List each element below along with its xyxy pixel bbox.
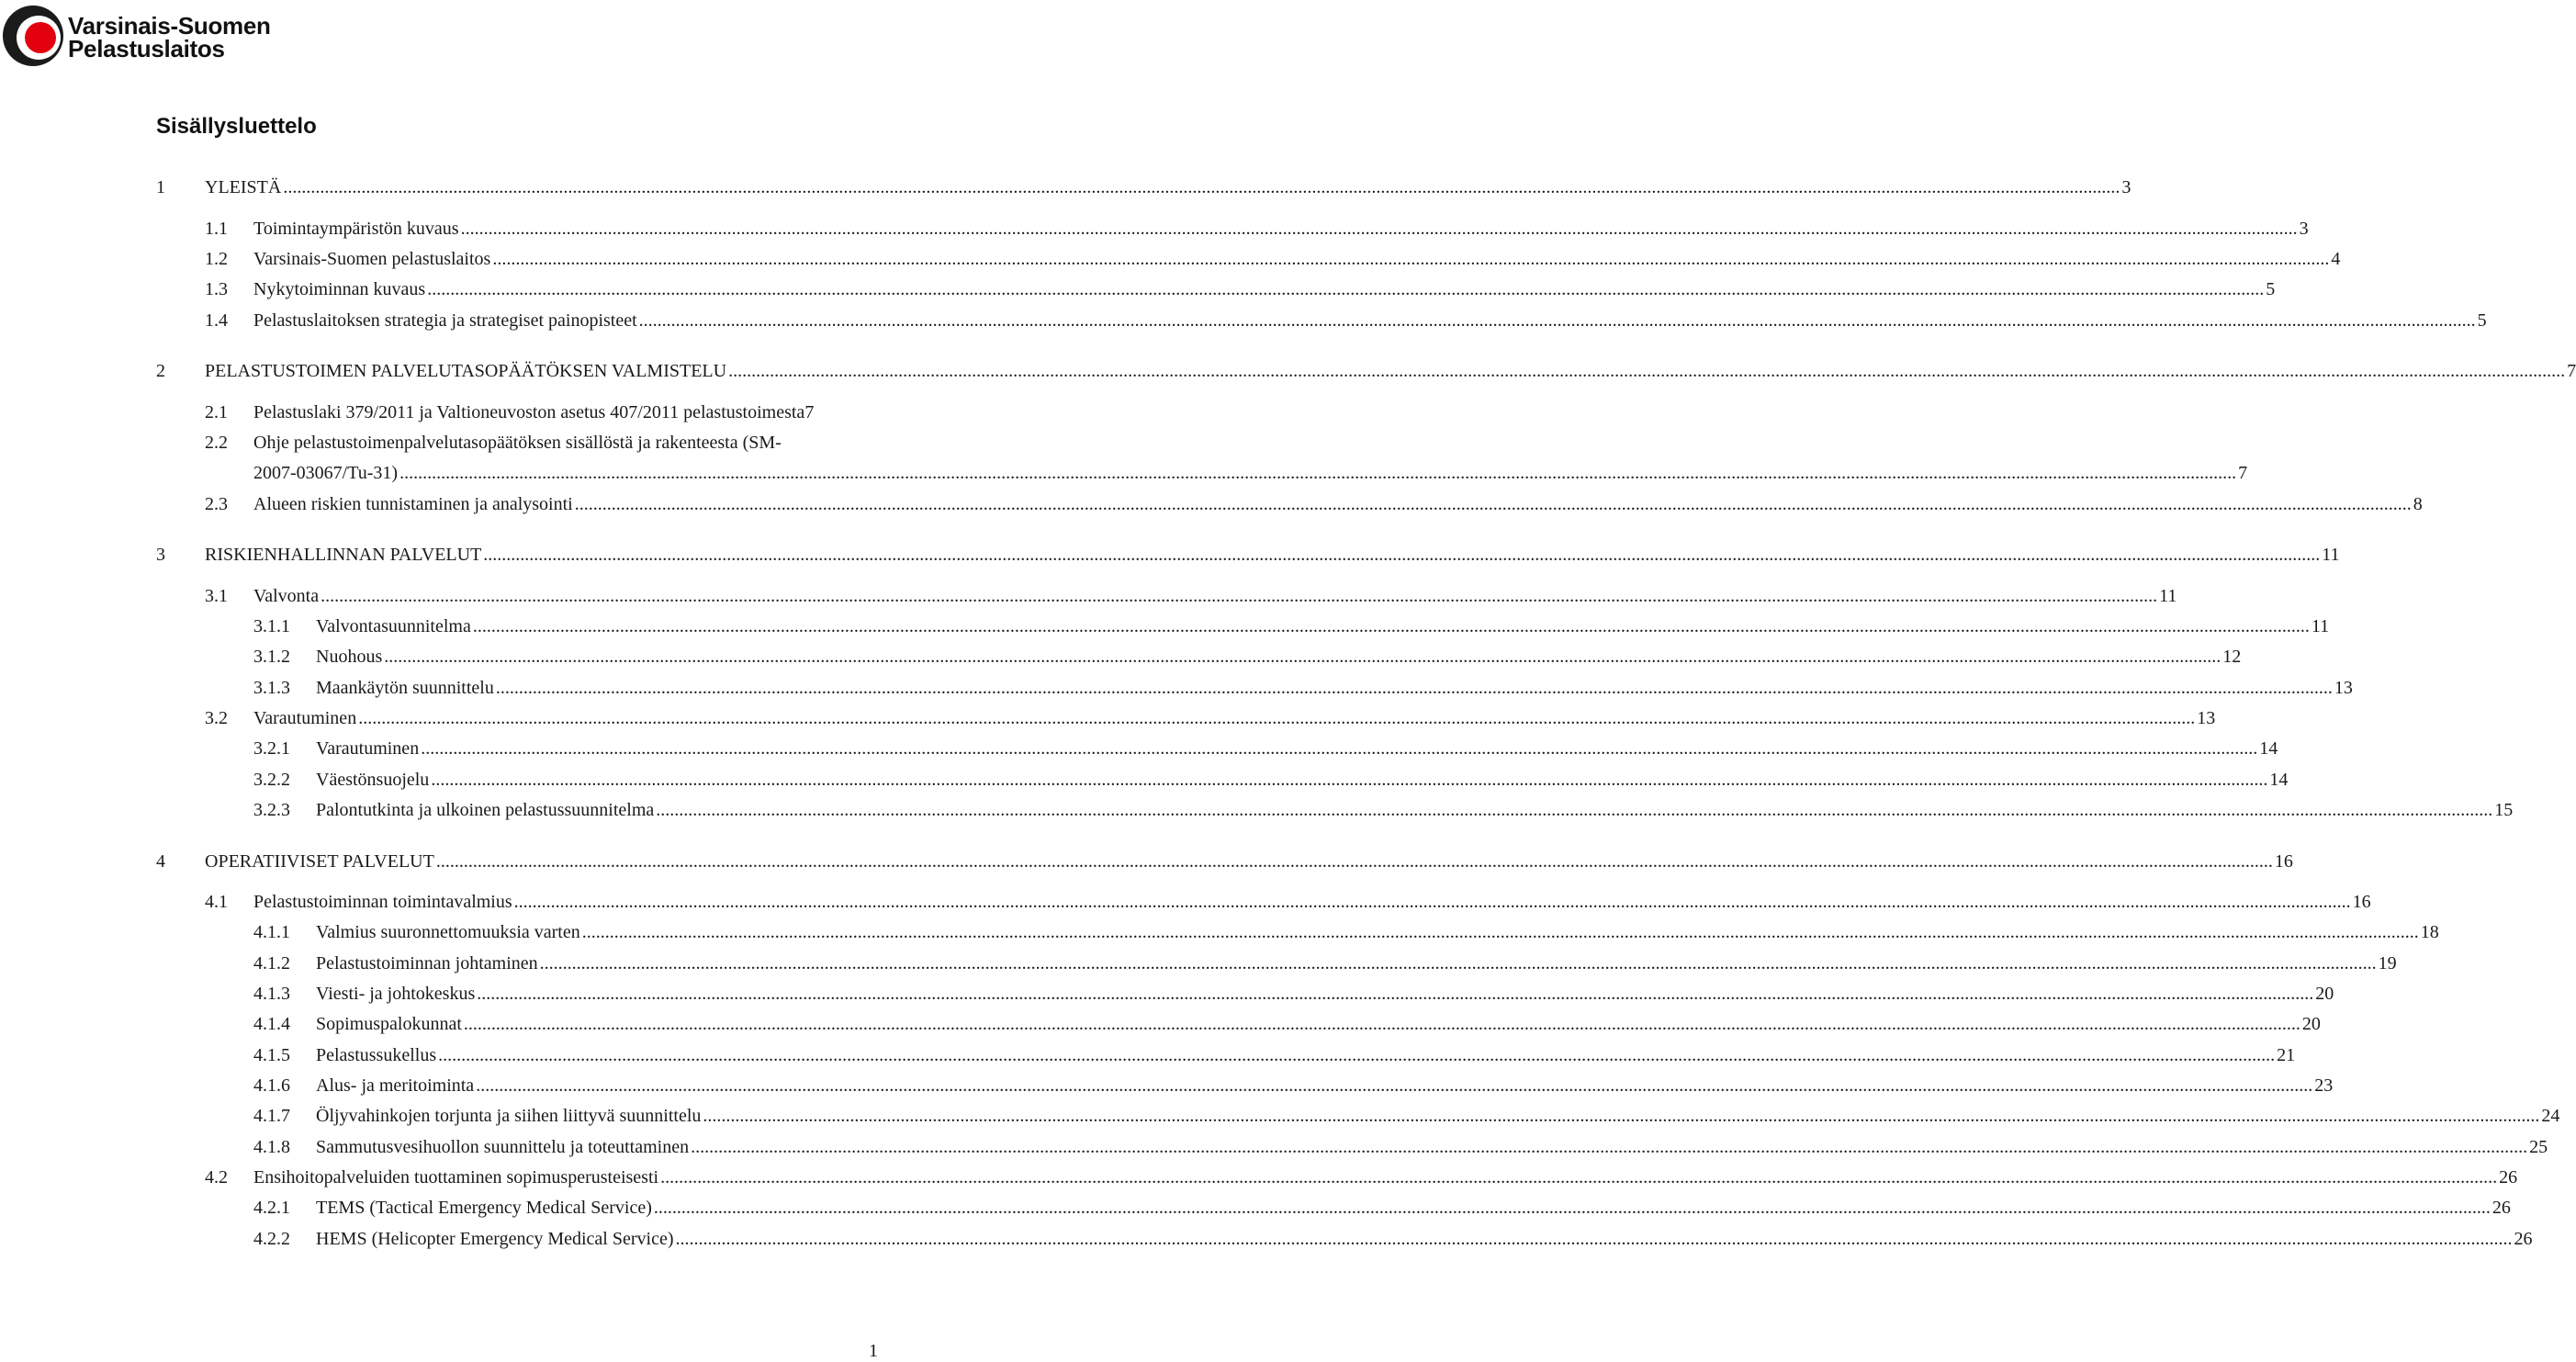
toc-entry-number: 4.1.7 <box>253 1106 290 1126</box>
toc-dot-leader: ................................................................................................................................................................................................................................................................................................................................................................................................................ <box>438 1045 2276 1065</box>
toc-entry-title: Toimintaympäristön kuvaus <box>253 219 459 239</box>
toc-dot-leader: ................................................................................................................................................................................................................................................................................................................................................................................................................ <box>656 800 2493 820</box>
toc-entry[interactable] <box>253 646 2242 668</box>
toc-dot-leader: ................................................................................................................................................................................................................................................................................................................................................................................................................ <box>476 1075 2313 1096</box>
toc-entry-number: 3.2 <box>205 708 228 728</box>
toc-dot-leader: ................................................................................................................................................................................................................................................................................................................................................................................................................ <box>691 1137 2528 1157</box>
toc-entry[interactable] <box>156 544 2340 566</box>
toc-entry-page: 26 <box>2499 1167 2518 1188</box>
toc-entry[interactable] <box>205 218 2309 240</box>
toc-dot-leader: ................................................................................................................................................................................................................................................................................................................................................................................................................ <box>638 310 2476 331</box>
toc-entry-page: 5 <box>2266 279 2276 299</box>
toc-dot-leader: ................................................................................................................................................................................................................................................................................................................................................................................................................ <box>539 953 2377 974</box>
toc-entry-title: OPERATIIVISET PALVELUT <box>205 851 434 872</box>
toc-entry-page: 15 <box>2494 800 2514 820</box>
toc-entry-title: YLEISTÄ <box>205 177 282 197</box>
toc-entry[interactable] <box>253 1105 2560 1127</box>
toc-entry-page: 26 <box>2492 1198 2511 1218</box>
toc-dot-leader: ................................................................................................................................................................................................................................................................................................................................................................................................................ <box>492 249 2330 269</box>
toc-entry-page: 11 <box>2311 616 2330 636</box>
logo-wordmark <box>68 12 271 62</box>
toc-entry-number: 4.1.5 <box>253 1045 290 1065</box>
toc-entry-title: Väestönsuojelu <box>316 770 430 790</box>
toc-entry-title: Ohje pelastustoimenpalvelutasopäätöksen sisällöstä ja rakenteesta (SM- <box>253 433 782 453</box>
toc-entry[interactable] <box>205 891 2371 913</box>
toc-entry-page: 11 <box>2159 586 2177 606</box>
toc-entry-number: 2.1 <box>205 402 228 422</box>
toc-dot-leader: ................................................................................................................................................................................................................................................................................................................................................................................................................ <box>703 1106 2540 1126</box>
toc-dot-leader: ................................................................................................................................................................................................................................................................................................................................................................................................................ <box>283 177 2120 197</box>
toc-dot-leader: ................................................................................................................................................................................................................................................................................................................................................................................................................ <box>399 463 2237 483</box>
toc-entry-page: 8 <box>2413 494 2423 514</box>
toc-entry-page: 19 <box>2378 953 2397 974</box>
toc-entry-page: 20 <box>2315 984 2334 1004</box>
toc-entry-page: 11 <box>2322 545 2340 565</box>
toc-entry[interactable] <box>156 176 2132 198</box>
toc-entry[interactable] <box>253 983 2334 1005</box>
toc-entry-title: Öljyvahinkojen torjunta ja siihen liittyvä suunnittelu <box>316 1106 702 1126</box>
toc-entry[interactable] <box>253 769 2289 791</box>
toc-entry-title: RISKIENHALLINNAN PALVELUT <box>205 545 482 565</box>
toc-entry-title-continued: 2007-03067/Tu-31) <box>253 463 399 483</box>
toc-entry-number: 4.1.3 <box>253 984 290 1004</box>
toc-entry-page: 16 <box>2274 851 2293 872</box>
toc-dot-leader: ................................................................................................................................................................................................................................................................................................................................................................................................................ <box>421 738 2258 759</box>
toc-entry-number: 4.1.1 <box>253 922 290 942</box>
logo-line-2: Pelastuslaitos <box>68 35 225 62</box>
toc-entry-page: 13 <box>2197 708 2216 728</box>
page-number: 1 <box>869 1341 878 1361</box>
toc-title: Sisällysluettelo <box>156 114 317 139</box>
toc-entry[interactable] <box>205 432 2248 483</box>
toc-dot-leader: ................................................................................................................................................................................................................................................................................................................................................................................................................ <box>653 1198 2491 1218</box>
toc-entry-title: Valvonta <box>253 586 320 606</box>
toc-entry-title: Palontutkinta ja ulkoinen pelastussuunnitelma <box>316 800 655 820</box>
toc-entry-number: 3.1 <box>205 586 228 606</box>
toc-entry-title: Sammutusvesihuollon suunnittelu ja toteuttaminen <box>316 1137 690 1157</box>
toc-entry-number: 3.2.1 <box>253 738 290 759</box>
toc-entry-page: 26 <box>2514 1229 2533 1249</box>
toc-entry-title: Valvontasuunnitelma <box>316 616 471 636</box>
toc-entry-number: 1.4 <box>205 310 228 331</box>
toc-entry[interactable] <box>253 799 2514 821</box>
toc-entry-page: 5 <box>2477 310 2487 331</box>
toc-dot-leader: ................................................................................................................................................................................................................................................................................................................................................................................................................ <box>728 361 2566 381</box>
toc-entry-number: 3.1.1 <box>253 616 290 636</box>
toc-entry-page: 12 <box>2222 647 2242 667</box>
toc-dot-leader: ................................................................................................................................................................................................................................................................................................................................................................................................................ <box>472 616 2310 636</box>
organization-logo <box>2 2 277 72</box>
toc-entry-title: Varautuminen <box>316 738 420 759</box>
toc-entry-page: 23 <box>2314 1075 2334 1096</box>
toc-dot-leader: ................................................................................................................................................................................................................................................................................................................................................................................................................ <box>384 647 2222 667</box>
toc-entry-number: 4.2.2 <box>253 1229 290 1249</box>
toc-entry-number: 4.2 <box>205 1167 228 1188</box>
toc-dot-leader: ................................................................................................................................................................................................................................................................................................................................................................................................................ <box>513 892 2351 912</box>
toc-entry-page: 13 <box>2334 678 2353 698</box>
toc-entry-title: HEMS (Helicopter Emergency Medical Service) <box>316 1229 674 1249</box>
logo-emblem-icon <box>2 2 62 68</box>
toc-entry-title: Varautuminen <box>253 708 357 728</box>
toc-entry-title: Ensihoitopalveluiden tuottaminen sopimusperusteisesti <box>253 1167 659 1188</box>
toc-entry-page: 7 <box>804 402 815 422</box>
toc-dot-leader: ................................................................................................................................................................................................................................................................................................................................................................................................................ <box>431 770 2268 790</box>
toc-dot-leader: ................................................................................................................................................................................................................................................................................................................................................................................................................ <box>675 1229 2513 1249</box>
toc-entry-number: 3.1.2 <box>253 647 290 667</box>
toc-entry-title: Nuohous <box>316 647 383 667</box>
toc-entry-page: 14 <box>2259 738 2278 759</box>
toc-entry-title: Varsinais-Suomen pelastuslaitos <box>253 249 491 269</box>
toc-entry-page: 3 <box>2299 219 2309 239</box>
toc-entry-number: 1 <box>156 177 165 197</box>
toc-entry[interactable] <box>253 615 2330 637</box>
toc-entry-title: Alueen riskien tunnistaminen ja analysointi <box>253 494 573 514</box>
toc-entry-page: 21 <box>2277 1045 2296 1065</box>
toc-entry-number: 4.1.6 <box>253 1075 290 1096</box>
toc-entry-page: 14 <box>2269 770 2289 790</box>
toc-entry-title: Valmius suuronnettomuuksia varten <box>316 922 580 942</box>
toc-entry-page: 25 <box>2529 1137 2548 1157</box>
toc-entry-title: Alus- ja meritoiminta <box>316 1075 475 1096</box>
toc-entry-title: Pelastussukellus <box>316 1045 437 1065</box>
toc-entry-page: 7 <box>2238 463 2248 483</box>
toc-dot-leader: ................................................................................................................................................................................................................................................................................................................................................................................................................ <box>495 678 2333 698</box>
toc-entry-title: Pelastustoiminnan toimintavalmius <box>253 892 512 912</box>
toc-entry-page: 24 <box>2541 1106 2560 1126</box>
logo-line-1: Varsinais-Suomen <box>68 12 271 39</box>
toc-entry-page: 18 <box>2420 922 2439 942</box>
toc-entry-number: 1.3 <box>205 279 228 299</box>
toc-entry-title: Pelastustoiminnan johtaminen <box>316 953 538 974</box>
toc-entry-number: 4.1.8 <box>253 1137 290 1157</box>
toc-dot-leader: ................................................................................................................................................................................................................................................................................................................................................................................................................ <box>358 708 2196 728</box>
toc-entry-title: Viesti- ja johtokeskus <box>316 984 476 1004</box>
toc-entry[interactable] <box>205 248 2341 270</box>
toc-entry-page: 4 <box>2331 249 2341 269</box>
toc-entry-page: 16 <box>2352 892 2371 912</box>
toc-dot-leader: ................................................................................................................................................................................................................................................................................................................................................................................................................ <box>574 494 2412 514</box>
toc-entry[interactable] <box>253 1136 2548 1158</box>
toc-entry-number: 1.1 <box>205 219 228 239</box>
toc-entry-number: 2.2 <box>205 433 228 453</box>
toc-entry-number: 3.2.3 <box>253 800 290 820</box>
toc-entry-title: TEMS (Tactical Emergency Medical Service) <box>316 1198 652 1218</box>
toc-entry[interactable] <box>205 1166 2518 1188</box>
toc-entry-number: 1.2 <box>205 249 228 269</box>
toc-entry-title: Pelastuslaki 379/2011 ja Valtioneuvoston asetus 407/2011 pelastustoimesta <box>253 402 805 422</box>
toc-entry[interactable] <box>205 401 880 423</box>
toc-entry-number: 4 <box>156 851 165 872</box>
toc-entry[interactable] <box>253 677 2353 699</box>
toc-entry-number: 2 <box>156 361 165 381</box>
toc-dot-leader: ................................................................................................................................................................................................................................................................................................................................................................................................................ <box>427 279 2265 299</box>
toc-dot-leader: ................................................................................................................................................................................................................................................................................................................................................................................................................ <box>477 984 2314 1004</box>
toc-entry[interactable] <box>205 585 2177 607</box>
toc-entry[interactable] <box>253 1075 2334 1097</box>
toc-entry-page: 7 <box>2567 361 2576 381</box>
toc-dot-leader: ................................................................................................................................................................................................................................................................................................................................................................................................................ <box>435 851 2273 872</box>
toc-dot-leader: ................................................................................................................................................................................................................................................................................................................................................................................................................ <box>460 219 2298 239</box>
toc-entry-number: 3 <box>156 545 165 565</box>
toc-entry-number: 3.1.3 <box>253 678 290 698</box>
toc-entry[interactable] <box>205 707 2216 729</box>
toc-entry[interactable] <box>156 850 2293 872</box>
toc-entry-number: 3.2.2 <box>253 770 290 790</box>
toc-entry[interactable] <box>253 1013 2321 1035</box>
toc-dot-leader: ................................................................................................................................................................................................................................................................................................................................................................................................................ <box>463 1014 2300 1034</box>
toc-entry[interactable] <box>253 1228 2533 1250</box>
toc-entry[interactable] <box>253 1197 2511 1219</box>
toc-entry[interactable] <box>253 952 2397 974</box>
toc-dot-leader: ................................................................................................................................................................................................................................................................................................................................................................................................................ <box>483 545 2321 565</box>
toc-entry-number: 4.1.4 <box>253 1014 290 1034</box>
toc-entry-title: PELASTUSTOIMEN PALVELUTASOPÄÄTÖKSEN VALMISTELU <box>205 361 727 381</box>
toc-dot-leader: ................................................................................................................................................................................................................................................................................................................................................................................................................ <box>660 1167 2498 1188</box>
toc-entry-number: 4.1 <box>205 892 228 912</box>
toc-entry-number: 2.3 <box>205 494 228 514</box>
toc-entry-page: 20 <box>2301 1014 2321 1034</box>
toc-dot-leader: ................................................................................................................................................................................................................................................................................................................................................................................................................ <box>321 586 2158 606</box>
toc-entry-number: 4.2.1 <box>253 1198 290 1218</box>
toc-entry-title: Maankäytön suunnittelu <box>316 678 494 698</box>
toc-entry[interactable] <box>253 1044 2296 1066</box>
toc-entry[interactable] <box>205 493 2423 515</box>
toc-entry-title: Pelastuslaitoksen strategia ja strategiset painopisteet <box>253 310 637 331</box>
toc-entry[interactable] <box>205 278 2276 300</box>
toc-entry-number: 4.1.2 <box>253 953 290 974</box>
toc-entry[interactable] <box>253 921 2439 943</box>
toc-entry[interactable] <box>156 360 2576 382</box>
toc-entry-title: Nykytoiminnan kuvaus <box>253 279 426 299</box>
toc-entry[interactable] <box>205 310 2487 332</box>
toc-dot-leader: ................................................................................................................................................................................................................................................................................................................................................................................................................ <box>581 922 2419 942</box>
toc-entry-title: Sopimuspalokunnat <box>316 1014 462 1034</box>
toc-entry[interactable] <box>253 737 2278 760</box>
toc-entry-page: 3 <box>2121 177 2132 197</box>
